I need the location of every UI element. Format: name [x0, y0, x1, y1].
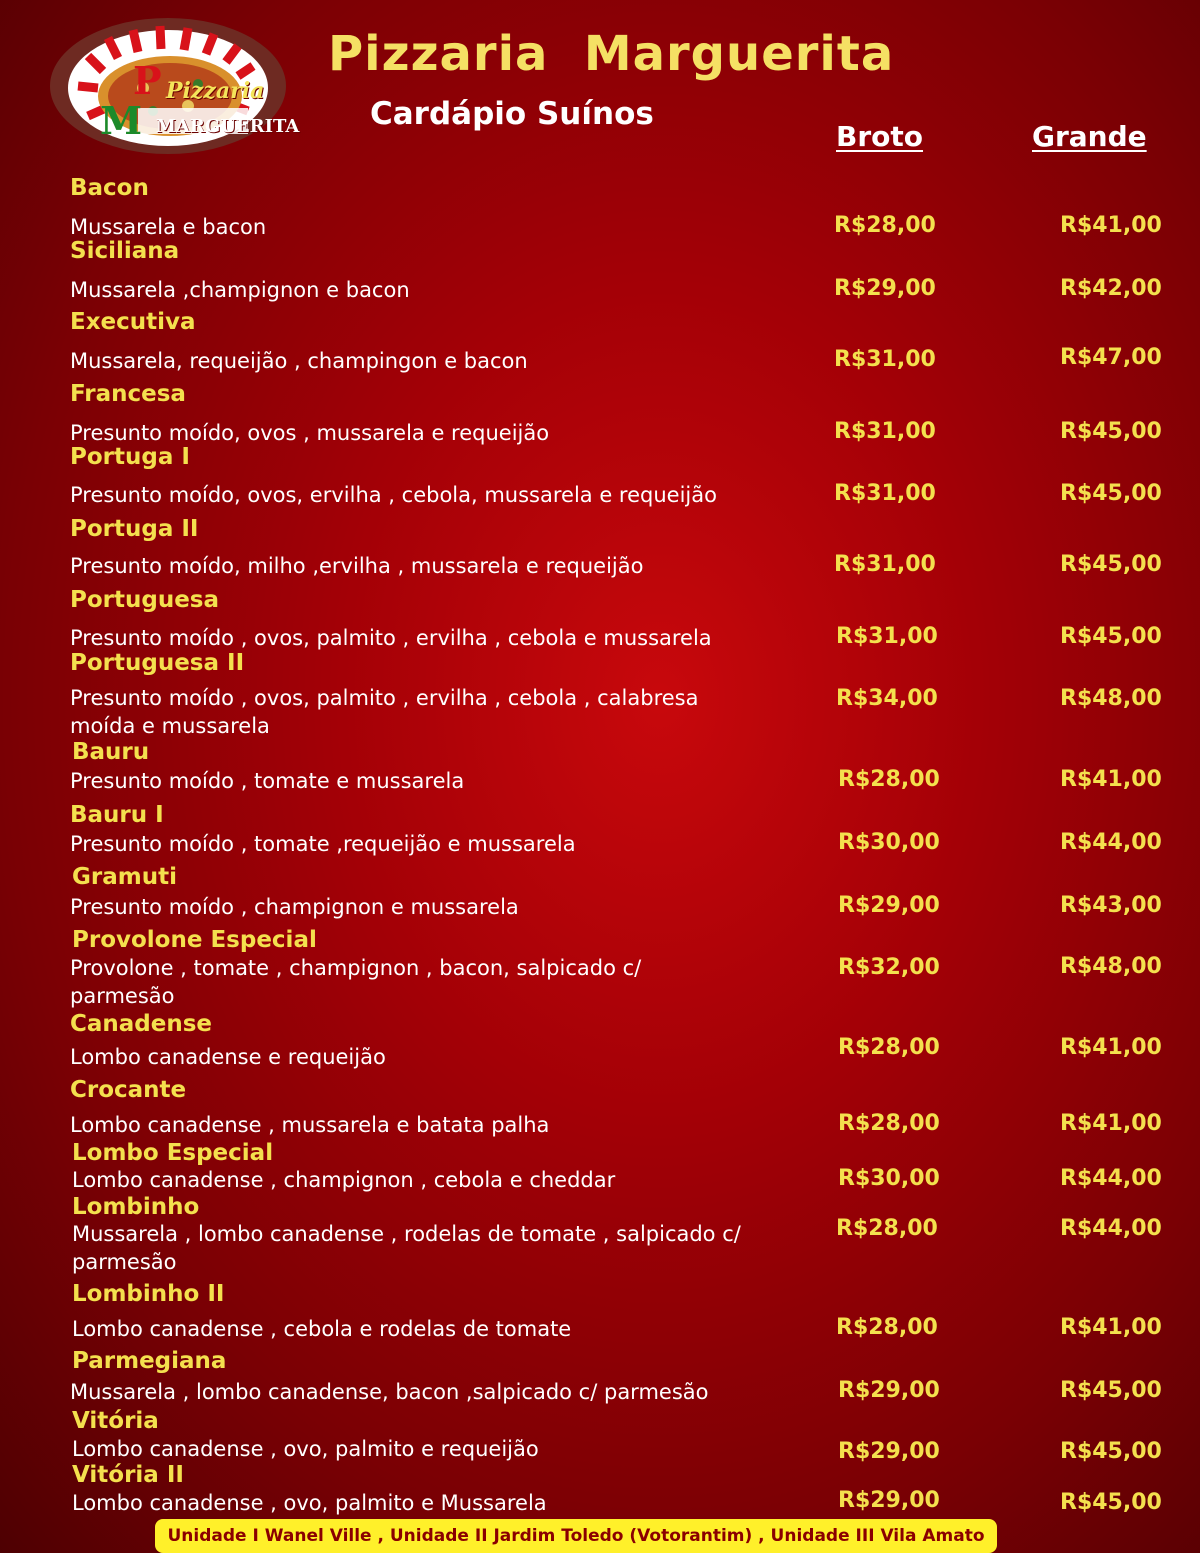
price-broto: R$32,00 — [838, 955, 940, 980]
item-description: Presunto moído, milho ,ervilha , mussarela e requeijão — [70, 554, 644, 578]
item-name: Portuga II — [70, 516, 199, 542]
page-title: Pizzaria Marguerita — [328, 26, 895, 82]
price-broto: R$28,00 — [836, 1216, 938, 1241]
price-grande: R$43,00 — [1060, 893, 1162, 918]
page-subtitle: Cardápio Suínos — [370, 96, 654, 132]
column-header-grande: Grande — [1032, 120, 1147, 153]
price-grande: R$45,00 — [1060, 552, 1162, 577]
item-name: Vitória II — [72, 1462, 184, 1488]
price-broto: R$31,00 — [834, 481, 936, 506]
price-grande: R$47,00 — [1060, 345, 1162, 370]
price-grande: R$41,00 — [1060, 213, 1162, 238]
item-description: Mussarela e bacon — [70, 215, 267, 239]
item-description: Presunto moído, ovos , mussarela e requeijão — [70, 421, 550, 445]
price-grande: R$41,00 — [1060, 1111, 1162, 1136]
price-grande: R$41,00 — [1060, 1315, 1162, 1340]
logo-text-pizzaria: Pizzaria — [166, 78, 265, 104]
item-name: Parmegiana — [72, 1348, 227, 1374]
price-broto: R$30,00 — [838, 830, 940, 855]
item-name: Portuguesa II — [70, 650, 245, 676]
price-grande: R$41,00 — [1060, 767, 1162, 792]
price-grande: R$48,00 — [1060, 686, 1162, 711]
item-name: Portuguesa — [70, 587, 220, 613]
price-broto: R$29,00 — [838, 1378, 940, 1403]
item-name: Canadense — [70, 1011, 213, 1037]
price-grande: R$44,00 — [1060, 1166, 1162, 1191]
footer-locations-banner: Unidade I Wanel Ville , Unidade II Jardim Toledo (Votorantim) , Unidade III Vila Amato — [155, 1519, 997, 1553]
price-grande: R$44,00 — [1060, 1216, 1162, 1241]
price-broto: R$31,00 — [834, 419, 936, 444]
item-name: Bauru I — [70, 802, 164, 828]
item-description: Lombo canadense , ovo, palmito e requeijão — [72, 1437, 539, 1461]
price-grande: R$42,00 — [1060, 276, 1162, 301]
price-broto: R$29,00 — [838, 1488, 940, 1513]
item-description: Lombo canadense , champignon , cebola e cheddar — [72, 1168, 616, 1192]
item-name: Bacon — [70, 175, 149, 201]
item-name: Crocante — [70, 1077, 187, 1103]
svg-text:M: M — [100, 98, 143, 143]
price-broto: R$30,00 — [838, 1166, 940, 1191]
price-grande: R$44,00 — [1060, 830, 1162, 855]
item-description: Lombo canadense , ovo, palmito e Mussarela — [72, 1491, 547, 1515]
item-description: Presunto moído , tomate ,requeijão e mussarela — [70, 832, 576, 856]
item-description: Presunto moído , ovos, palmito , ervilha , cebola , calabresa moída e mussarela — [70, 686, 699, 738]
price-grande: R$45,00 — [1060, 1490, 1162, 1515]
logo-text-marguerita: MARGUERITA — [156, 116, 300, 137]
item-description: Mussarela, requeijão , champingon e bacon — [70, 349, 528, 373]
column-header-broto: Broto — [836, 120, 924, 153]
price-broto: R$31,00 — [834, 347, 936, 372]
item-name: Lombinho — [72, 1194, 200, 1220]
item-name: Provolone Especial — [72, 927, 317, 953]
item-name: Executiva — [70, 309, 196, 335]
item-description: Presunto moído , ovos, palmito , ervilha , cebola e mussarela — [70, 626, 712, 650]
price-broto: R$31,00 — [836, 624, 938, 649]
item-name: Gramuti — [72, 864, 177, 890]
price-grande: R$48,00 — [1060, 954, 1162, 979]
item-name: Lombinho II — [72, 1281, 225, 1307]
price-grande: R$45,00 — [1060, 419, 1162, 444]
item-description: Presunto moído , champignon e mussarela — [70, 895, 519, 919]
item-description: Presunto moído, ovos, ervilha , cebola, mussarela e requeijão — [70, 483, 717, 507]
item-name: Siciliana — [70, 238, 180, 264]
price-broto: R$28,00 — [838, 1111, 940, 1136]
price-broto: R$31,00 — [834, 552, 936, 577]
price-grande: R$45,00 — [1060, 481, 1162, 506]
price-broto: R$28,00 — [838, 767, 940, 792]
item-description: Provolone , tomate , champignon , bacon, salpicado c/ parmesão — [70, 956, 642, 1008]
price-broto: R$29,00 — [838, 1439, 940, 1464]
item-name: Vitória — [72, 1408, 159, 1434]
item-description: Mussarela , lombo canadense , rodelas de tomate , salpicado c/ parmesão — [72, 1222, 741, 1274]
price-grande: R$41,00 — [1060, 1035, 1162, 1060]
price-grande: R$45,00 — [1060, 1439, 1162, 1464]
price-grande: R$45,00 — [1060, 1378, 1162, 1403]
price-broto: R$29,00 — [834, 276, 936, 301]
price-broto: R$29,00 — [838, 893, 940, 918]
item-description: Mussarela , lombo canadense, bacon ,salpicado c/ parmesão — [70, 1380, 709, 1404]
price-grande: R$45,00 — [1060, 624, 1162, 649]
item-description: Lombo canadense , mussarela e batata palha — [70, 1113, 550, 1137]
item-name: Bauru — [72, 739, 150, 765]
item-description: Mussarela ,champignon e bacon — [70, 278, 410, 302]
item-description: Lombo canadense e requeijão — [70, 1045, 386, 1069]
svg-text:P: P — [133, 58, 162, 103]
item-description: Presunto moído , tomate e mussarela — [70, 769, 465, 793]
item-name: Portuga I — [70, 444, 190, 470]
pizzaria-logo — [48, 16, 300, 156]
price-broto: R$28,00 — [834, 213, 936, 238]
price-broto: R$28,00 — [838, 1035, 940, 1060]
price-broto: R$34,00 — [836, 686, 938, 711]
item-name: Francesa — [70, 381, 186, 407]
item-name: Lombo Especial — [72, 1140, 274, 1166]
price-broto: R$28,00 — [836, 1315, 938, 1340]
item-description: Lombo canadense , cebola e rodelas de tomate — [72, 1317, 572, 1341]
